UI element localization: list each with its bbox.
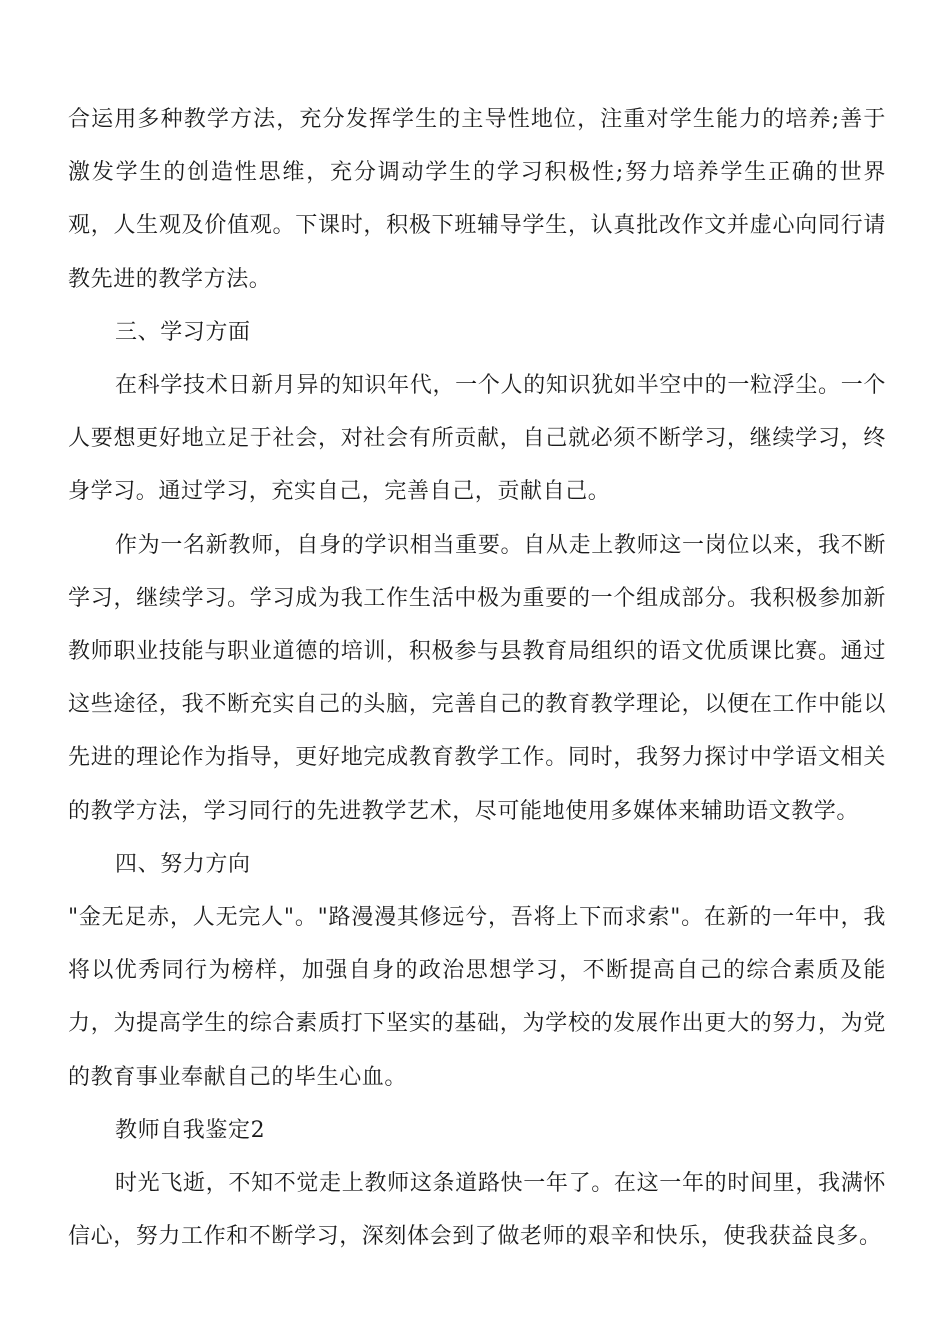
document-subtitle: 教师自我鉴定2 (115, 1117, 266, 1143)
body-paragraph: 作为一名新教师，自身的学识相当重要。自从走上教师这一岗位以来，我不断学习，继续学习。学习成为我工作生活中极为重要的一个组成部分。我积极参加新教师职业技能与职业道德的培训，积极参与县教育局组织的语文优质课比赛。通过这些途径，我不断充实自己的头脑，完善自己的教育教学理论，以便在工作中能以先进的理论作为指导，更好地完成教育教学工作。同时，我努力探讨中学语文相关的教学方法，学习同行的先进教学艺术，尽可能地使用多媒体来辅助语文教学。 (68, 532, 886, 824)
body-paragraph: "金无足赤，人无完人"。"路漫漫其修远兮，吾将上下而求索"。在新的一年中，我将以优秀同行为榜样，加强自身的政治思想学习，不断提高自己的综合素质及能力，为提高学生的综合素质打下坚实的基础，为学校的发展作出更大的努力，为党的教育事业奉献自己的毕生心血。 (68, 905, 886, 1090)
section-heading-study: 三、学习方面 (115, 319, 251, 345)
section-heading-direction: 四、努力方向 (115, 851, 251, 877)
body-paragraph: 时光飞逝，不知不觉走上教师这条道路快一年了。在这一年的时间里，我满怀信心，努力工作和不断学习，深刻体会到了做老师的艰辛和快乐，使我获益良多。 (68, 1171, 886, 1250)
body-paragraph: 合运用多种教学方法，充分发挥学生的主导性地位，注重对学生能力的培养;善于激发学生的创造性思维，充分调动学生的学习积极性;努力培养学生正确的世界观，人生观及价值观。下课时，积极下班辅导学生，认真批改作文并虚心向同行请教先进的教学方法。 (68, 107, 886, 292)
body-paragraph: 在科学技术日新月异的知识年代，一个人的知识犹如半空中的一粒浮尘。一个人要想更好地立足于社会，对社会有所贡献，自己就必须不断学习，继续学习，终身学习。通过学习，充实自己，完善自己，贡献自己。 (68, 373, 886, 505)
